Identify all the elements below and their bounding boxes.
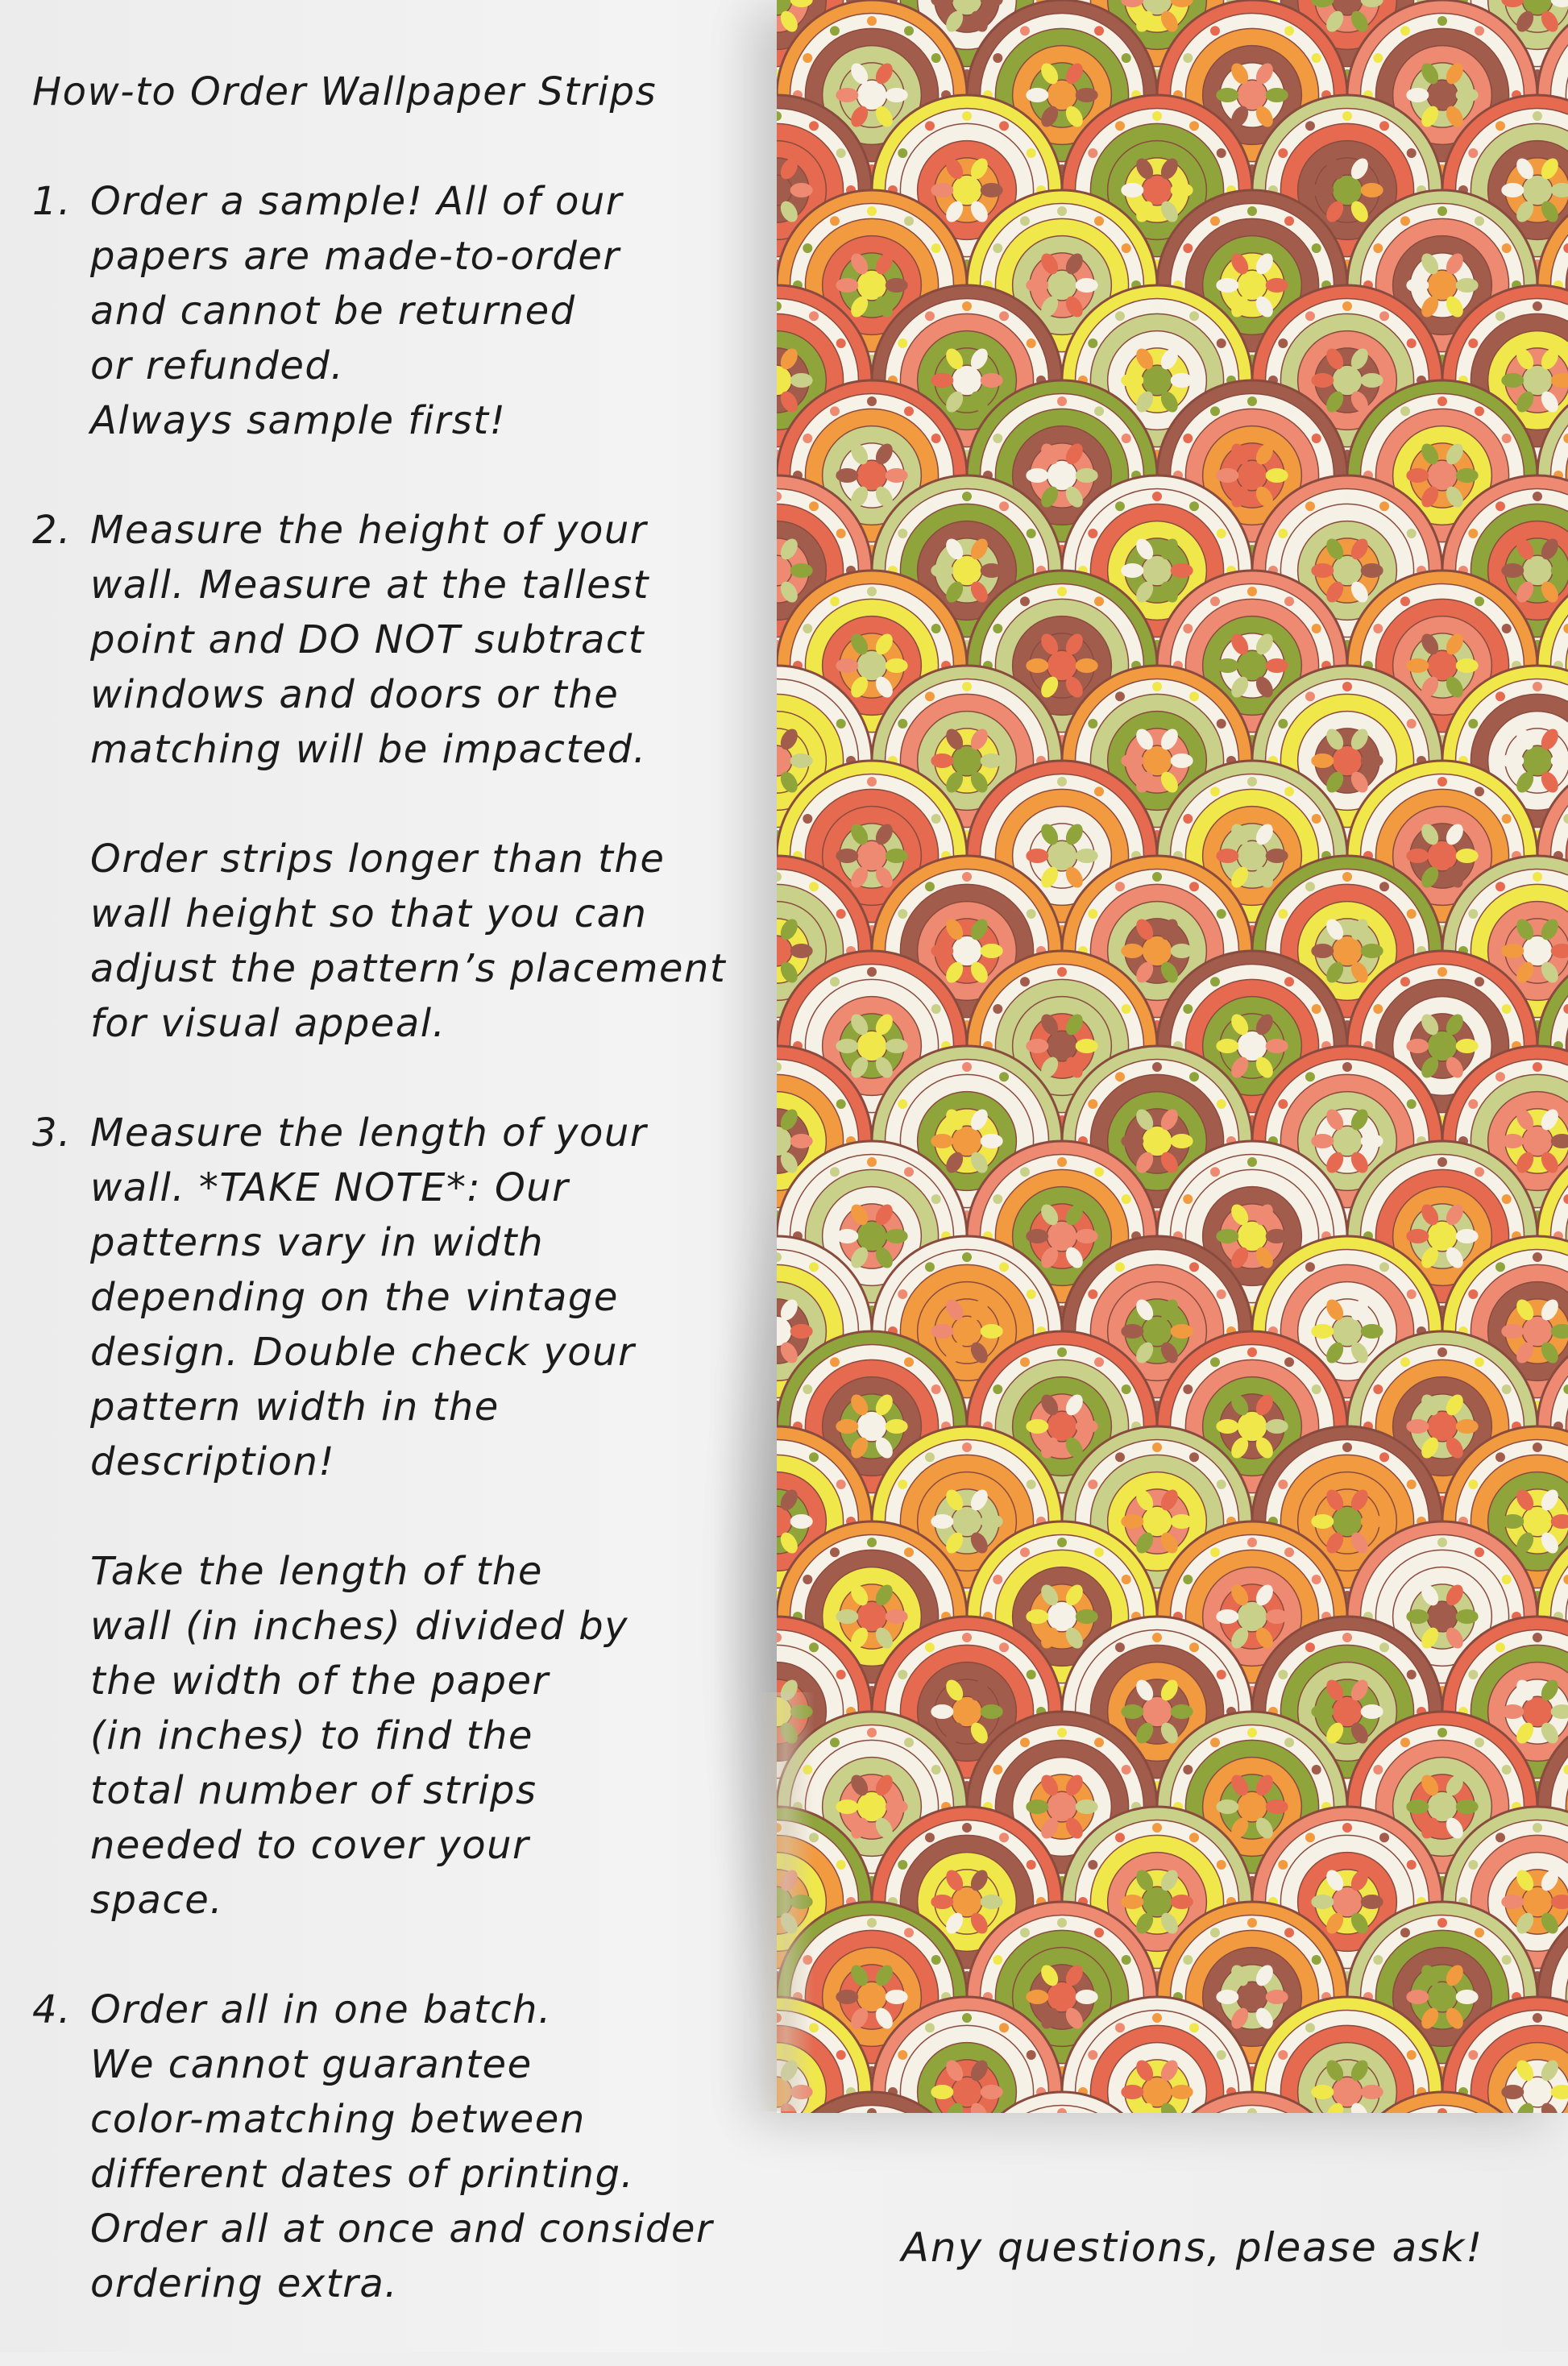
- step-number: 1.: [32, 179, 72, 224]
- step-number: 4.: [32, 1987, 72, 2032]
- step-number: 2.: [32, 508, 72, 553]
- step-body: [90, 174, 782, 448]
- step-body: [90, 503, 782, 1051]
- step-number: 3.: [32, 1110, 72, 1156]
- step-paragraph: Take the length of the wall (in inches) divided by the width of the paper (in inches) to find the total number of strips needed to cover your space.: [90, 1549, 629, 1923]
- step-1: [32, 174, 782, 448]
- step-4: [32, 1982, 782, 2311]
- page-title: How-to Order Wallpaper Strips: [32, 69, 657, 114]
- strip-curl-highlight: [757, 1692, 814, 2111]
- step-2: [32, 503, 782, 1051]
- wallpaper-strip: [777, 0, 1568, 2113]
- step-paragraph: Measure the length of your wall. *TAKE NOTE*: Our patterns vary in width depending on the vintage design. Double check your pattern width in the description!: [90, 1110, 648, 1484]
- step-paragraph: Measure the height of your wall. Measure at the tallest point and DO NOT subtract windows and doors or the matching will be impacted.: [90, 508, 649, 772]
- step-3: [32, 1106, 782, 1928]
- scallop-pattern: [777, 0, 1568, 2113]
- step-body: [90, 1982, 782, 2311]
- questions-note: Any questions, please ask!: [901, 2224, 1484, 2271]
- step-paragraph: Order a sample! All of our papers are made-to-order and cannot be returned or refunded. Always sample first!: [90, 179, 624, 443]
- step-paragraph: Order strips longer than the wall height so that you can adjust the pattern’s placement for visual appeal.: [90, 836, 727, 1046]
- step-body: [90, 1106, 782, 1928]
- instructions-panel: [32, 64, 782, 2366]
- step-paragraph: Order all in one batch. We cannot guarantee color-matching between different dates of printing. Order all at once and consider ordering extra.: [90, 1987, 714, 2306]
